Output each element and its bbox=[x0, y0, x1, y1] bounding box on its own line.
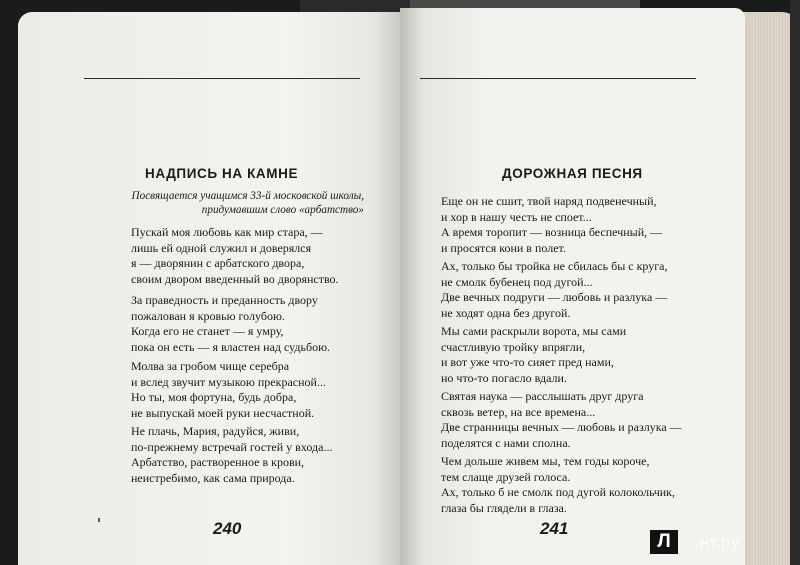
verse-line: Но ты, моя фортуна, будь добра, bbox=[131, 390, 297, 405]
verse-line: не ходят одна без другой. bbox=[441, 305, 571, 320]
stanza bbox=[441, 194, 662, 256]
verse-line: пока он есть — я властен над судьбою. bbox=[131, 339, 331, 354]
poem-dedication bbox=[118, 189, 364, 217]
verse-line: неистребимо, как сама природа. bbox=[131, 470, 295, 485]
verse-line: Две вечных подруги — любовь и разлука — bbox=[441, 290, 668, 305]
stanza bbox=[131, 359, 326, 421]
poem-title-right: ДОРОЖНАЯ ПЕСНЯ bbox=[502, 166, 643, 181]
dedication-line: Посвящается учащимся 33-й московской школы, bbox=[131, 190, 364, 202]
verse-line: Арбатство, растворенное в крови, bbox=[131, 455, 305, 470]
verse-line: Ах, только б не смолк под дугой колокольчик, bbox=[441, 485, 675, 500]
margin-mark bbox=[98, 518, 100, 522]
stanza bbox=[131, 293, 330, 355]
dedication-line: придумавшим слово «арбатство» bbox=[201, 204, 364, 216]
stanza bbox=[131, 225, 339, 287]
verse-line: За праведность и преданность двору bbox=[131, 293, 318, 307]
verse-line: тем слаще друзей голоса. bbox=[441, 469, 571, 484]
watermark-text: ...нт.ру bbox=[684, 533, 740, 552]
poem-title-left: НАДПИСЬ НА КАМНЕ bbox=[145, 166, 299, 181]
stanza bbox=[441, 454, 675, 516]
verse-line: Когда его не станет — я умру, bbox=[131, 324, 284, 339]
page-number-left: 240 bbox=[213, 519, 242, 538]
watermark-logo: Л bbox=[650, 530, 678, 554]
verse-line: Чем дольше живем мы, тем годы короче, bbox=[441, 454, 650, 468]
verse-line: и хор в нашу честь не споет... bbox=[441, 209, 592, 224]
stanza bbox=[441, 389, 682, 451]
book-cover-edge bbox=[790, 0, 800, 565]
verse-line: и вслед звучит музыкою прекрасной... bbox=[131, 374, 326, 389]
verse-line: сквозь ветер, на все времена... bbox=[441, 404, 596, 419]
verse-line: по-прежнему встречай гостей у входа... bbox=[131, 439, 333, 454]
header-rule-right bbox=[420, 78, 696, 79]
stanza bbox=[131, 424, 332, 486]
verse-line: я — дворянин с арбатского двора, bbox=[131, 256, 305, 271]
verse-line: не выпускай моей руки несчастной. bbox=[131, 405, 315, 420]
stanza bbox=[441, 259, 668, 321]
verse-line: не смолк бубенец под дугой... bbox=[441, 274, 593, 289]
verse-line: Святая наука — расслышать друг друга bbox=[441, 389, 644, 403]
verse-line: Молва за гробом чище серебра bbox=[131, 359, 290, 373]
verse-line: лишь ей одной служил и доверялся bbox=[131, 240, 312, 255]
verse-line: Пускай моя любовь как мир стара, — bbox=[131, 225, 323, 239]
verse-line: Не плачь, Мария, радуйся, живи, bbox=[131, 424, 300, 438]
verse-line: и вот уже что-то сияет пред нами, bbox=[441, 355, 614, 370]
verse-line: Две странницы вечных — любовь и разлука — bbox=[441, 420, 682, 435]
verse-line: Ах, только бы тройка не сбилась бы с круга, bbox=[441, 259, 668, 273]
verse-line: и просятся кони в полет. bbox=[441, 240, 566, 255]
verse-line: поделятся с нами сполна. bbox=[441, 435, 571, 450]
verse-line: глаза бы глядели в глаза. bbox=[441, 500, 567, 515]
page-number-right: 241 bbox=[540, 519, 569, 538]
verse-line: пожалован я кровью голубою. bbox=[131, 308, 285, 323]
verse-line: счастливую тройку впрягли, bbox=[441, 339, 586, 354]
verse-line: Еще он не сшит, твой наряд подвенечный, bbox=[441, 194, 657, 208]
verse-line: но что-то погасло вдали. bbox=[441, 370, 567, 385]
verse-line: А время торопит — возница беспечный, — bbox=[441, 225, 663, 240]
verse-line: своим двором введенный во дворянство. bbox=[131, 271, 339, 286]
header-rule-left bbox=[84, 78, 360, 79]
stanza bbox=[441, 324, 626, 386]
verse-line: Мы сами раскрыли ворота, мы сами bbox=[441, 324, 627, 338]
